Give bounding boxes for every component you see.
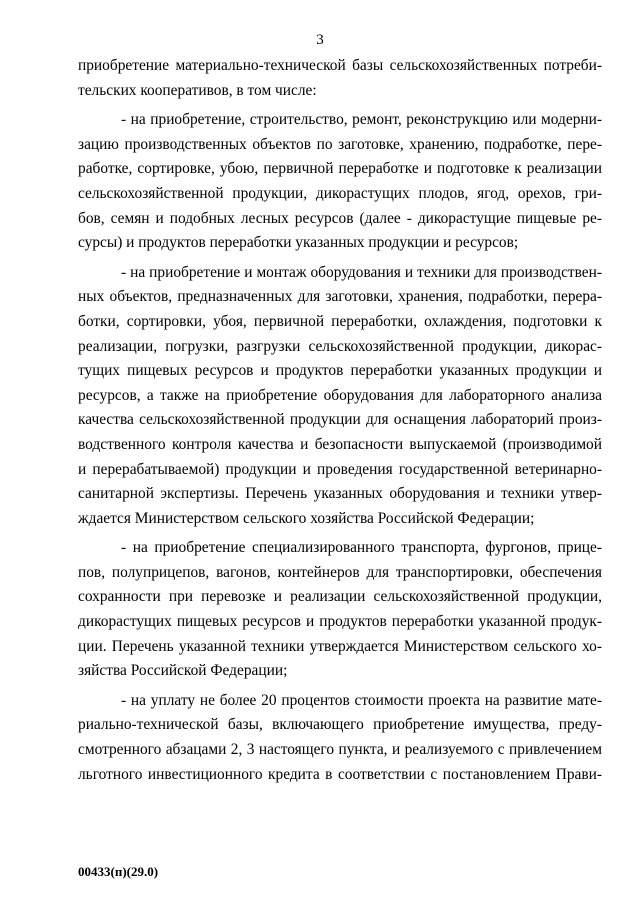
- document-code: 00433(п)(29.0): [78, 864, 159, 879]
- text-line: ции. Перечень указанной техники утверждается Министерством сельского хо-: [78, 637, 602, 655]
- text-line: ных объектов, предназначенных для заготовки, хранения, подработки, перера-: [78, 288, 602, 306]
- text-line: ботки, сортировки, убоя, первичной переработки, охлаждения, подготовки к: [78, 312, 602, 330]
- text-line: - на уплату не более 20 процентов стоимости проекта на развитие мате-: [121, 691, 602, 709]
- paragraph: [78, 689, 602, 787]
- body-text: [78, 54, 602, 787]
- text-line: приобретение материально-технической базы сельскохозяйственных потреби-: [78, 57, 602, 74]
- paragraph: [78, 536, 602, 684]
- text-line: реализации, погрузки, разгрузки сельскохозяйственной продукции, дикорас-: [78, 337, 602, 355]
- text-line: работке, сортировке, убою, первичной переработке и подготовке к реализации: [78, 160, 602, 178]
- text-line: качества сельскохозяйственной продукции для оснащения лабораторий произ-: [78, 411, 602, 429]
- text-line: бов, семян и подобных лесных ресурсов (далее - дикорастущие пищевые ре-: [78, 209, 602, 227]
- paragraph: [78, 54, 602, 103]
- text-line: ресурсов, а также на приобретение оборудования для лабораторного анализа: [78, 386, 602, 404]
- text-line: ждается Министерством сельского хозяйства Российской Федерации;: [78, 509, 535, 527]
- text-line: пов, полуприцепов, вагонов, контейнеров для транспортировки, обеспечения: [78, 563, 602, 581]
- text-line: тущих пищевых ресурсов и продуктов переработки указанных продукции и: [78, 362, 602, 380]
- text-line: - на приобретение и монтаж оборудования и техники для производствен-: [121, 263, 602, 281]
- page-number: 3: [316, 32, 324, 48]
- text-line: смотренного абзацами 2, 3 настоящего пункта, и реализуемого с привлечением: [78, 741, 602, 759]
- paragraph: [78, 108, 602, 256]
- text-line: тельских кооперативов, в том числе:: [78, 81, 317, 99]
- text-line: дикорастущих пищевых ресурсов и продуктов переработки указанной продук-: [78, 613, 602, 631]
- text-line: риально-технической базы, включающего приобретение имущества, преду-: [78, 716, 602, 734]
- text-line: сурсы) и продуктов переработки указанных продукции и ресурсов;: [78, 234, 519, 252]
- text-line: и перерабатываемой) продукции и проведения государственной ветеринарно-: [78, 460, 602, 478]
- text-line: зацию производственных объектов по заготовке, хранению, подработке, пере-: [78, 135, 602, 153]
- text-line: - на приобретение, строительство, ремонт, реконструкцию или модерни-: [121, 111, 602, 129]
- text-line: зяйства Российской Федерации;: [78, 662, 288, 680]
- text-line: санитарной экспертизы. Перечень указанных оборудования и техники утвер-: [78, 485, 602, 503]
- text-line: сельскохозяйственной продукции, дикорастущих плодов, ягод, орехов, гри-: [78, 184, 602, 202]
- text-line: водственного контроля качества и безопасности выпускаемой (производимой: [78, 435, 602, 453]
- text-line: - на приобретение специализированного транспорта, фургонов, прице-: [121, 539, 602, 557]
- paragraph: [78, 261, 602, 532]
- text-line: сохранности при перевозке и реализации сельскохозяйственной продукции,: [78, 588, 602, 606]
- text-line: льготного инвестиционного кредита в соответствии с постановлением Прави-: [78, 765, 602, 783]
